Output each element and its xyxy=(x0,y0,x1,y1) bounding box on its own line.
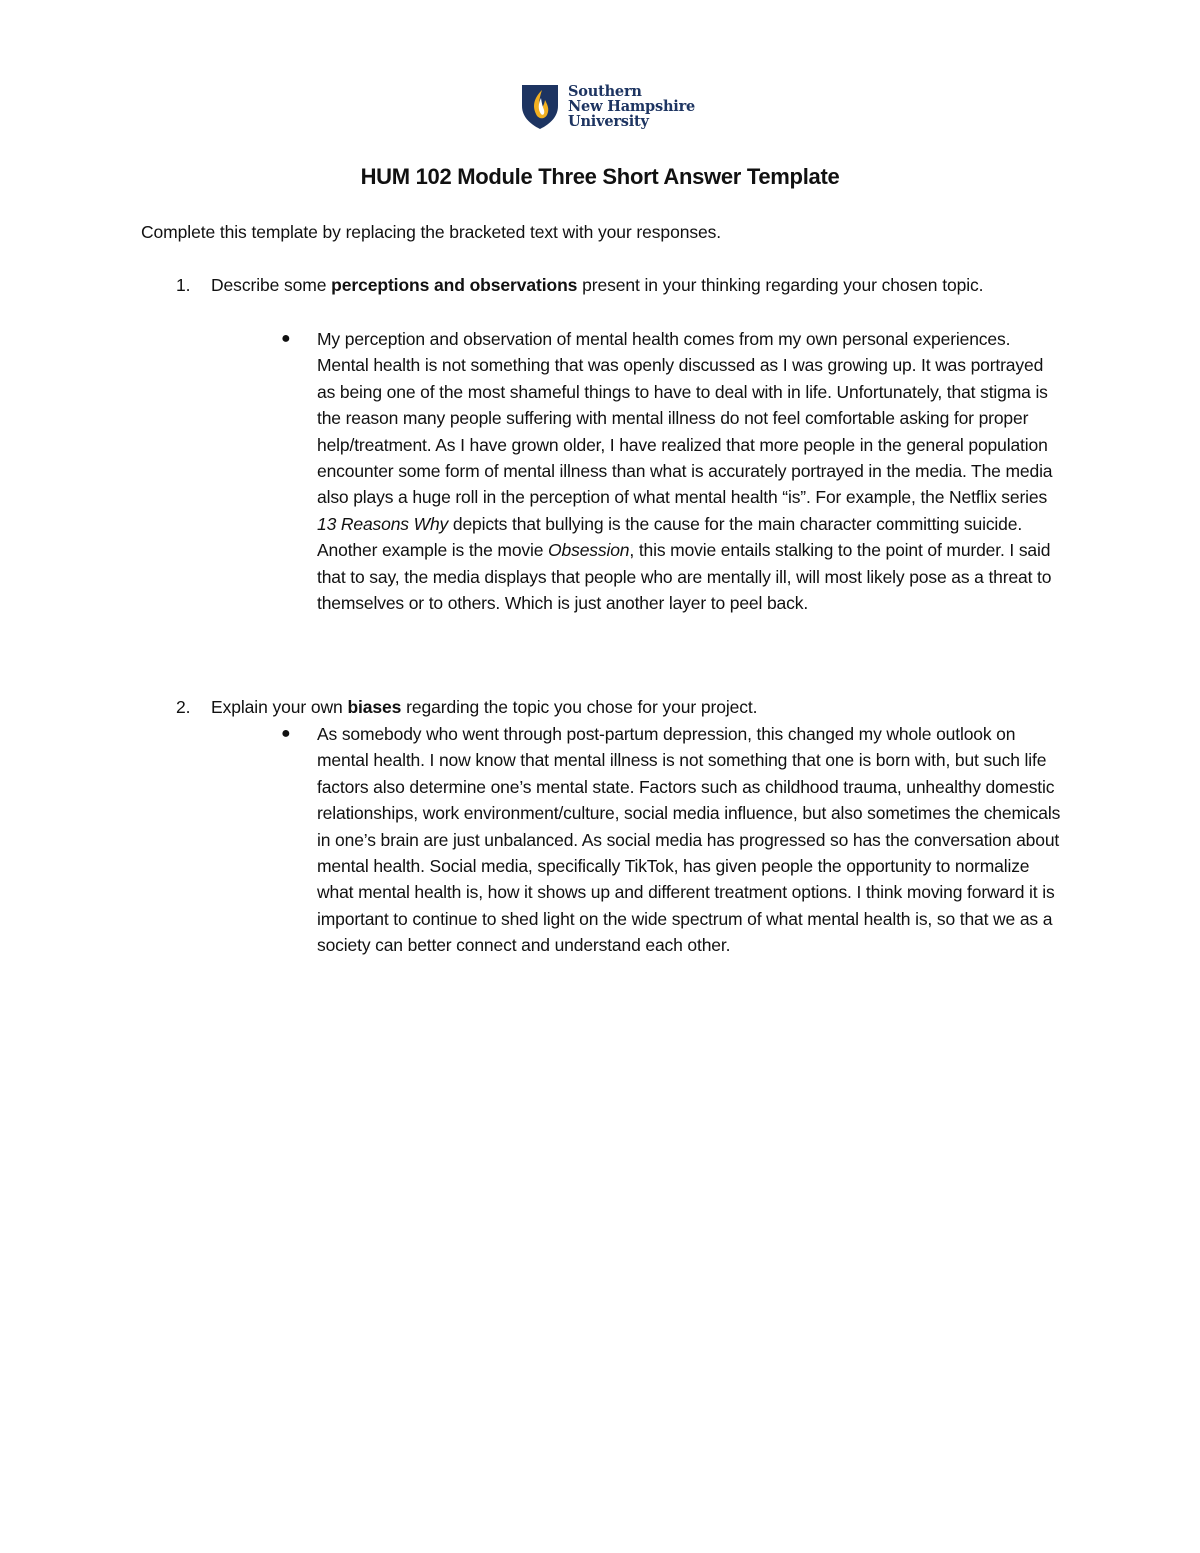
question-suffix: present in your thinking regarding your chosen topic. xyxy=(577,275,984,295)
logo-line-3: University xyxy=(568,113,649,130)
logo-line-2: New Hampshire xyxy=(568,98,696,115)
bullet-icon: ● xyxy=(281,725,291,742)
answer-italic-title: Obsession xyxy=(548,540,630,561)
question-emphasis: perceptions and observations xyxy=(331,275,578,295)
answer-2 xyxy=(281,721,1062,959)
question-2 xyxy=(176,694,1051,721)
answer-text: depicts that bullying is the cause for the main character committing suicide. Another example is the movie xyxy=(317,513,1023,561)
answer-text: , this movie entails stalking to the point of murder. I said that to say, the media displays that people who are mentally ill, will most likely pose as a threat to themselves or to others. Which is just another layer to peel back. xyxy=(317,540,1052,614)
shield-flame-icon xyxy=(520,84,560,130)
question-1 xyxy=(176,272,1051,299)
question-suffix: regarding the topic you chose for your project. xyxy=(401,697,758,717)
question-prefix: Explain your own xyxy=(211,697,348,717)
answer-1 xyxy=(281,326,1062,616)
question-emphasis: biases xyxy=(347,697,402,717)
question-number: 2. xyxy=(176,697,191,717)
answer-paragraph: As somebody who went through post-partum depression, this changed my whole outlook on mental health. I now know that mental illness is not something that one is born with, but such life factors also determine one’s mental state. Factors such as childhood trauma, unhealthy domestic relationships, work environment/culture, social media influence, but also sometimes the chemicals in one’s brain are just unbalanced. As social media has progressed so has the conversation about mental health. Social media, specifically TikTok, has given people the opportunity to normalize what mental health is, how it shows up and different treatment options. I think moving forward it is important to continue to shed light on the wide spectrum of what mental health is, so that we as a society can better connect and understand each other. xyxy=(317,724,1061,956)
logo-line-1: Southern xyxy=(568,83,642,100)
bullet-icon: ● xyxy=(281,330,291,347)
question-prefix: Describe some xyxy=(211,275,332,295)
university-logo xyxy=(520,84,695,130)
instructions-text: Complete this template by replacing the bracketed text with your responses. xyxy=(141,222,722,242)
answer-paragraph xyxy=(317,326,1062,616)
answer-text: My perception and observation of mental health comes from my own personal experiences. Mental health is not something that was openly discussed as I was growing up. It was portrayed as being one of the most shameful things to have to deal with in life. Unfortunately, that stigma is the reason many people suffering with mental illness do not feel comfortable asking for proper help/treatment. As I have grown older, I have realized that more people in the general population encounter some form of mental illness than what is accurately portrayed in the media. The media also plays a huge roll in the perception of what mental health “is”. For example, the Netflix series xyxy=(317,329,1053,508)
page-title: HUM 102 Module Three Short Answer Template xyxy=(360,164,840,189)
answer-italic-title: 13 Reasons Why xyxy=(317,513,449,534)
question-number: 1. xyxy=(176,275,191,295)
